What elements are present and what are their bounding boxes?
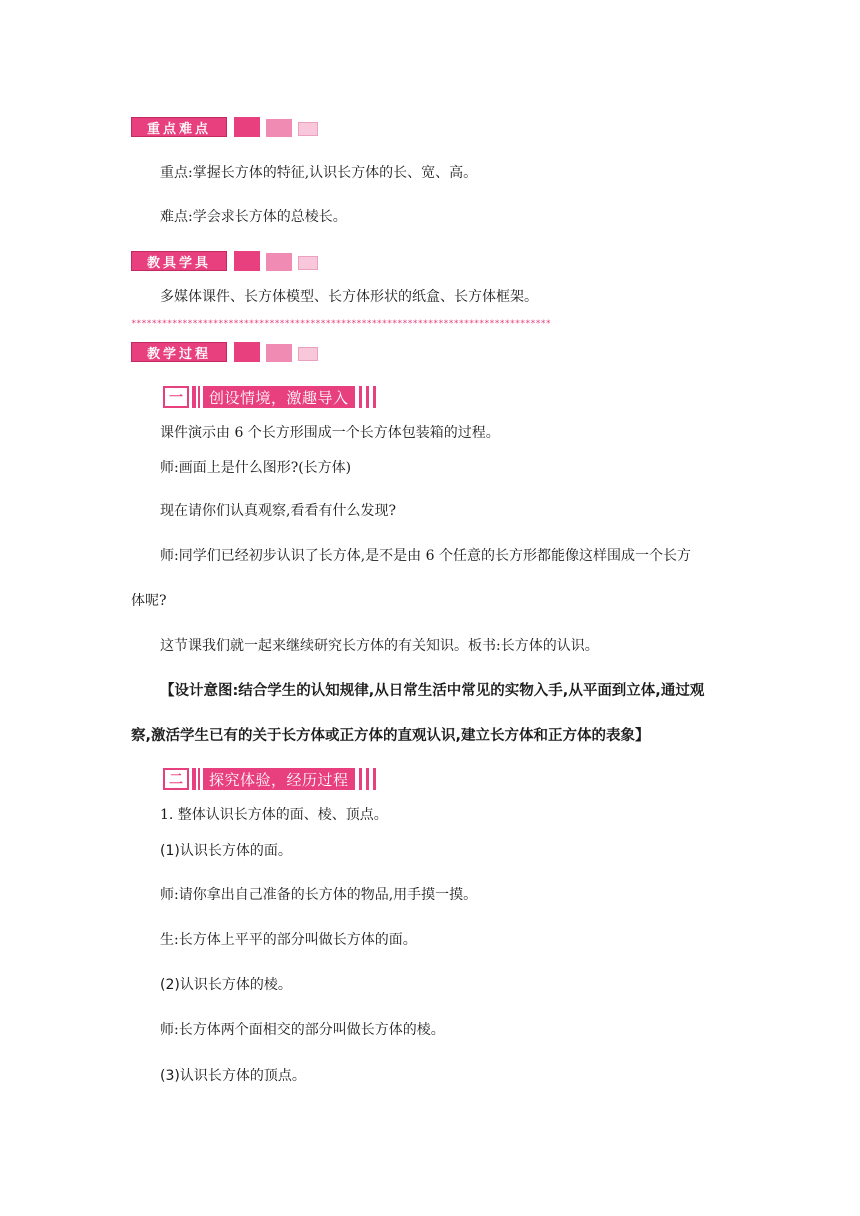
body-line: 师:请你拿出自己准备的长方体的物品,用手摸一摸。 bbox=[160, 887, 478, 903]
body-line: 这节课我们就一起来继续研究长方体的有关知识。板书:长方体的认识。 bbox=[160, 638, 599, 654]
header-decor-square bbox=[234, 251, 260, 271]
key-points-header bbox=[131, 116, 227, 138]
banner-bar bbox=[198, 768, 200, 790]
banner-tail bbox=[355, 386, 376, 408]
key-point-line: 重点:掌握长方体的特征,认识长方体的长、宽、高。 bbox=[160, 165, 478, 181]
body-line: 现在请你们认真观察,看看有什么发现? bbox=[160, 503, 396, 519]
header-decor-square bbox=[266, 253, 292, 271]
banner-bar bbox=[198, 386, 200, 408]
step1-number: 一 bbox=[163, 386, 189, 408]
header-decor-square bbox=[298, 256, 318, 270]
design-intent-line: 【设计意图:结合学生的认知规律,从日常生活中常见的实物入手,从平面到立体,通过观 bbox=[160, 683, 705, 699]
header-decor-square bbox=[298, 122, 318, 136]
body-line: 师:同学们已经初步认识了长方体,是不是由 6 个任意的长方形都能像这样围成一个长方 bbox=[160, 548, 691, 564]
body-line: 课件演示由 6 个长方形围成一个长方体包装箱的过程。 bbox=[160, 425, 500, 441]
body-line: 体呢? bbox=[131, 593, 167, 609]
body-line: 师:长方体两个面相交的部分叫做长方体的棱。 bbox=[160, 1022, 445, 1038]
step2-title: 探究体验，经历过程 bbox=[203, 768, 355, 790]
banner-bar bbox=[192, 768, 196, 790]
banner-bar bbox=[192, 386, 196, 408]
design-intent-line: 察,激活学生已有的关于长方体或正方体的直观认识,建立长方体和正方体的表象】 bbox=[131, 728, 650, 744]
step2-banner bbox=[163, 768, 376, 790]
header-decor-square bbox=[266, 344, 292, 362]
header-decor-square bbox=[234, 117, 260, 137]
header-decor-square bbox=[266, 119, 292, 137]
tools-header bbox=[131, 250, 227, 272]
difficult-point-line: 难点:学会求长方体的总棱长。 bbox=[160, 209, 347, 225]
body-line: 师:画面上是什么图形?(长方体) bbox=[160, 460, 352, 476]
star-divider: ********************************************************************************** bbox=[131, 319, 551, 329]
process-header bbox=[131, 341, 227, 363]
step2-number: 二 bbox=[163, 768, 189, 790]
step1-title: 创设情境，激趣导入 bbox=[203, 386, 355, 408]
step1-banner bbox=[163, 386, 376, 408]
tools-header-label: 教具学具 bbox=[131, 251, 227, 271]
body-line: 1. 整体认识长方体的面、棱、顶点。 bbox=[160, 807, 388, 823]
body-line: 生:长方体上平平的部分叫做长方体的面。 bbox=[160, 932, 417, 948]
process-header-label: 教学过程 bbox=[131, 342, 227, 362]
header-decor-square bbox=[298, 347, 318, 361]
header-decor-square bbox=[234, 342, 260, 362]
body-line: (1)认识长方体的面。 bbox=[160, 843, 292, 859]
tools-line: 多媒体课件、长方体模型、长方体形状的纸盒、长方体框架。 bbox=[160, 289, 538, 305]
banner-tail bbox=[355, 768, 376, 790]
body-line: (2)认识长方体的棱。 bbox=[160, 977, 292, 993]
body-line: (3)认识长方体的顶点。 bbox=[160, 1068, 306, 1084]
key-points-header-label: 重点难点 bbox=[131, 117, 227, 137]
